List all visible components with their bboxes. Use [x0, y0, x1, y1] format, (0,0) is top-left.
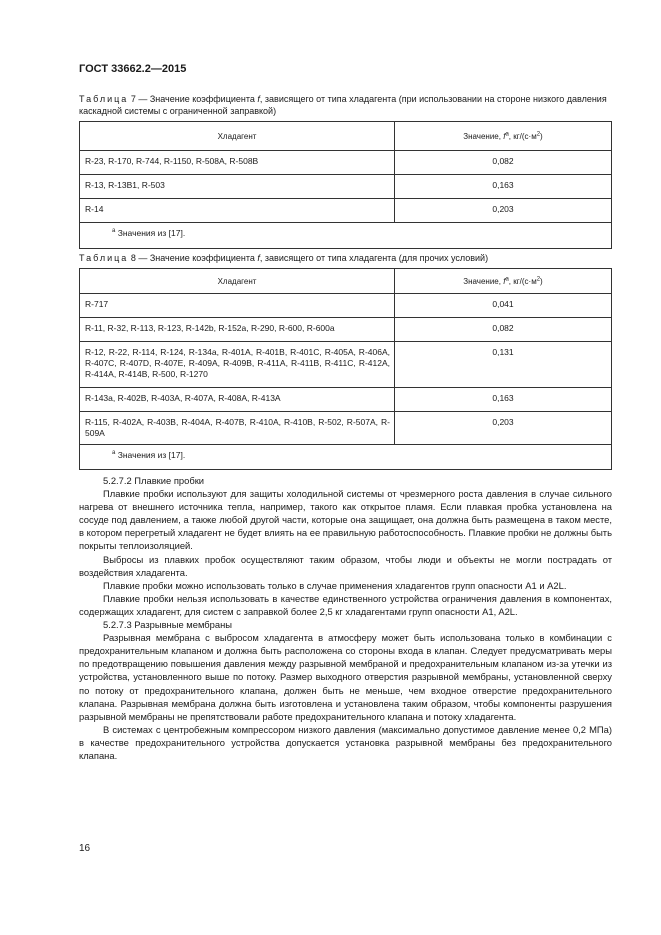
table8-agent-cell: R-717: [80, 294, 395, 318]
paragraph: Плавкие пробки нельзя использовать в качестве единственного устройства ограничения давления в компонентах, содержащих хладагент, для систем с заправкой более 2,5 кг хладагентами групп опасности A1, A2L.: [79, 592, 612, 617]
table-row: [80, 342, 612, 388]
table7-col-value: Значение, $f^а$, $кг/(с\cdot м^2)$: [395, 122, 612, 151]
table8-agent-cell: R-11, R-32, R-113, R-123, R-142b, R-152a, R-290, R-600, R-600a: [80, 318, 395, 342]
paragraph: Выбросы из плавких пробок осуществляют таким образом, чтобы люди и объекты не могли пострадать от воздействия хладагента.: [79, 553, 612, 578]
table-row: [80, 294, 612, 318]
table7-agent-cell: R-13, R-13B1, R-503: [80, 175, 395, 199]
table7-value-cell: 0,203: [395, 199, 612, 223]
section-heading-bursting-discs: 5.2.7.3 Разрывные мембраны: [103, 619, 233, 631]
paragraph: Плавкие пробки можно использовать только в случае применения хладагентов групп опасности A1 и A2L.: [103, 579, 567, 591]
body-text: [79, 474, 612, 762]
table8-label: Таблица: [79, 253, 129, 263]
table8-col-agent: Хладагент: [80, 269, 395, 294]
table7-value-cell: 0,163: [395, 175, 612, 199]
table7-value-cell: 0,082: [395, 151, 612, 175]
coefficient-symbol: f: [257, 94, 260, 104]
table8-value-cell: 0,203: [395, 412, 612, 445]
table7: [79, 121, 612, 249]
table8-caption: Таблица 8 — Значение коэффициента f, зависящего от типа хладагента (для прочих условий): [79, 253, 489, 263]
table8-footnote-row: [80, 445, 612, 470]
table7-footnote-row: [80, 223, 612, 249]
table-row: [80, 318, 612, 342]
table7-label: Таблица: [79, 94, 129, 104]
table8-value-cell: 0,131: [395, 342, 612, 388]
document-id: ГОСТ 33662.2—2015: [79, 63, 187, 75]
table8-value-cell: 0,082: [395, 318, 612, 342]
table-row: [80, 151, 612, 175]
table7-number: 7: [130, 94, 136, 104]
table8-agent-cell: R-115, R-402A, R-403B, R-404A, R-407B, R-410A, R-410B, R-502, R-507A, R-509A: [80, 412, 395, 445]
table-row: [80, 175, 612, 199]
table8: [79, 268, 612, 470]
paragraph: Плавкие пробки используют для защиты холодильной системы от чрезмерного роста давления в случае сильного нагрева от внешнего источника тепла, например, такого как открытое пламя. Если плавкая пробка установлена на сосуде под давлением, а также любой другой части, которые она защищает, она должна быть размещена в таком месте, в котором перегретый хладагент не будет влиять на ее правильную работоспособность. Плавкие пробки не должны быть покрыты теплоизоляцией.: [79, 488, 612, 552]
table-row: [80, 412, 612, 445]
table7-agent-cell: R-23, R-170, R-744, R-1150, R-508A, R-508B: [80, 151, 395, 175]
table7-caption: Таблица 7 — Значение коэффициента f, зависящего от типа хладагента (при использовании на стороне низкого давления каскадной системы с ограниченной заправкой): [79, 94, 607, 116]
table8-agent-cell: R-12, R-22, R-114, R-124, R-134a, R-401A, R-401B, R-401C, R-405A, R-406A, R-407C, R-407D, R-407E, R-409A, R-409B, R-411A, R-411B, R-411C, R-412A, R-414A, R-414B, R-500, R-1270: [80, 342, 395, 388]
table8-value-cell: 0,041: [395, 294, 612, 318]
table8-footnote: $^а$ Значения из [17].: [80, 445, 612, 470]
paragraph: В системах с центробежным компрессором низкого давления (максимально допустимое давление менее 0,2 МПа) в качестве предохранительного устройства допускается установка разрывной мембраны без предохранительного клапана.: [79, 723, 612, 761]
table8-header-row: [80, 269, 612, 294]
table8-agent-cell: R-143a, R-402B, R-403A, R-407A, R-408A, R-413A: [80, 388, 395, 412]
table8-col-value: Значение, $f^а$, $кг/(с\cdot м^2)$: [395, 269, 612, 294]
table8-value-cell: 0,163: [395, 388, 612, 412]
table7-footnote: $^а$ Значения из [17].: [80, 223, 612, 249]
paragraph: Разрывная мембрана с выбросом хладагента в атмосферу может быть использована только в комбинации с предохранительным клапаном и должна быть расположена со стороны входа в клапан. Следует предусматривать меры по предотвращению повышения давления между разрывной мембраной и предохранительным клапаном из-за утечки из устройства, установленного выше по потоку. Размер выходного отверстия разрывной мембраны, установленной сверху по потоку от предохранительного клапана, должен быть не меньше, чем входное отверстие предохранительного клапана. Разрывная мембрана должна быть изготовлена и установлена таким образом, чтобы компоненты разрушения разрывной мембраны не препятствовали работе предохранительного клапана и потоку хладагента.: [79, 632, 612, 722]
table7-agent-cell: R-14: [80, 199, 395, 223]
table-row: [80, 388, 612, 412]
table7-col-agent: Хладагент: [80, 122, 395, 151]
coefficient-symbol: f: [257, 253, 260, 263]
section-heading-fusible-plugs: 5.2.7.2 Плавкие пробки: [103, 475, 205, 486]
table-row: [80, 199, 612, 223]
table7-header-row: [80, 122, 612, 151]
table8-number: 8: [130, 253, 136, 263]
page-number: 16: [79, 843, 91, 854]
